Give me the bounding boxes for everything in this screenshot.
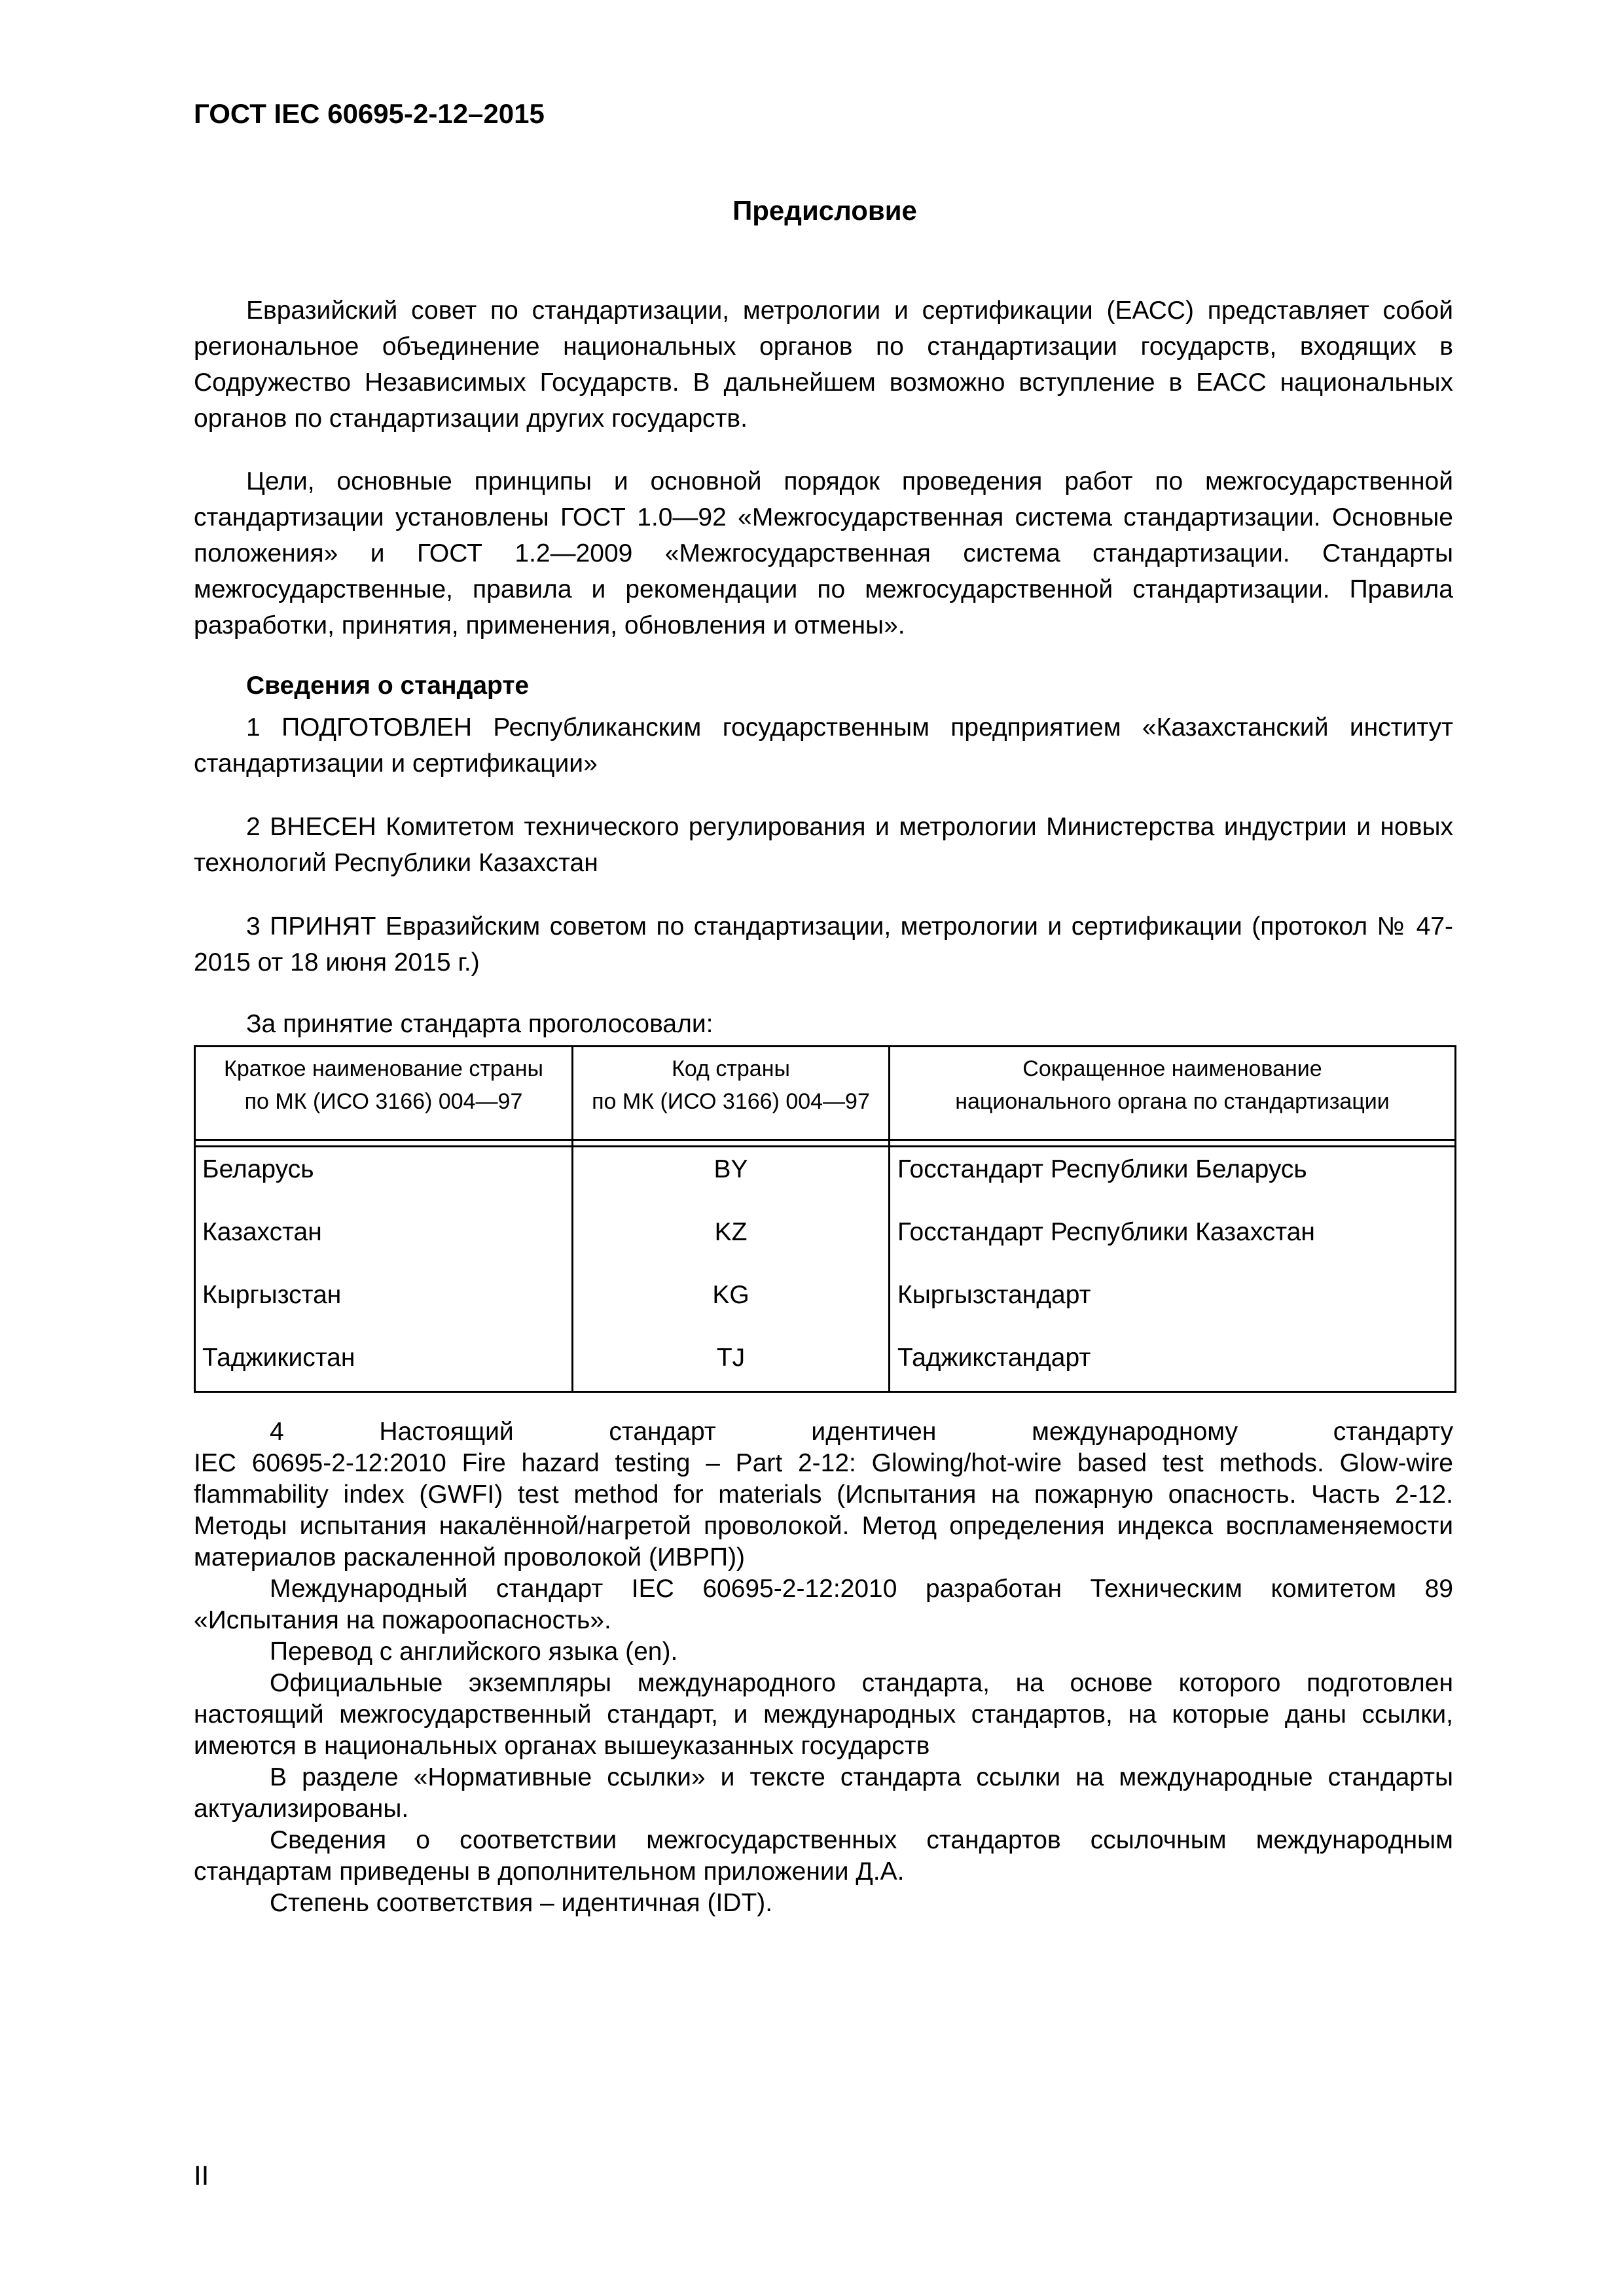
table-cell-code: TJ <box>716 1344 746 1372</box>
table-cell-code: KZ <box>714 1218 748 1246</box>
item-4-paragraph: Перевод с английского языка (en). <box>270 1638 678 1666</box>
item-4-text: IEC 60695-2-12:2010 Fire hazard testing – Part 2-12: Glowing/hot-wire based test methods. Glow-wire flammability index (GWFI) test method for materials (Испытания на пожарную опасность. Часть 2-12. Методы испытания накалённой/нагретой проволокой. Метод определения индекса воспламеняемости материалов раскаленной проволокой (ИВРП)) <box>194 1449 1453 1571</box>
page-title: Предисловие <box>732 195 917 226</box>
voting-countries-table <box>194 1045 1456 1393</box>
vote-intro: За принятие стандарта проголосовали: <box>246 1010 713 1038</box>
item-3: 3 ПРИНЯТ Евразийским советом по стандартизации, метрологии и сертификации (протокол № 47-2015 от 18 июня 2015 г.) <box>194 912 1453 977</box>
table-cell-body: Таджикстандарт <box>897 1344 1091 1372</box>
table-cell-body: Госстандарт Республики Казахстан <box>897 1218 1315 1246</box>
item-2: 2 ВНЕСЕН Комитетом технического регулирования и метрологии Министерства индустрии и новых технологий Республики Казахстан <box>194 813 1453 877</box>
table-header-separator <box>196 1145 1454 1147</box>
item-1: 1 ПОДГОТОВЛЕН Республиканским государственным предприятием «Казахстанский институт стандартизации и сертификации» <box>194 713 1453 778</box>
item-4-paragraph: Официальные экземпляры международного стандарта, на основе которого подготовлен настоящий межгосударственный стандарт, и международных стандартов, на которые даны ссылки, имеются в национальных органах вышеуказанных государств <box>194 1669 1453 1760</box>
info-heading: Сведения о стандарте <box>246 672 530 700</box>
table-header-separator <box>196 1139 1454 1141</box>
item-4 <box>194 1416 1453 1919</box>
table-header-code: Код страны по МК (ИСО 3166) 004—97 <box>592 1056 870 1114</box>
table-header-body: Сокращенное наименование национального органа по стандартизации <box>955 1056 1390 1114</box>
table-cell-body: Госстандарт Республики Беларусь <box>897 1155 1307 1183</box>
table-cell-country: Беларусь <box>202 1155 314 1183</box>
table-header-country: Краткое наименование страны по МК (ИСО 3166) 004—97 <box>224 1056 543 1114</box>
item-4-lead: 4 Настоящий стандарт идентичен международному стандарту <box>270 1418 1453 1446</box>
item-4-paragraph: Международный стандарт IEC 60695-2-12:2010 разработан Техническим комитетом 89 «Испытания на пожароопасность». <box>194 1575 1453 1634</box>
table-cell-code: KG <box>712 1281 749 1309</box>
item-4-paragraph: В разделе «Нормативные ссылки» и тексте стандарта ссылки на международные стандарты актуализированы. <box>194 1763 1453 1823</box>
item-4-paragraph: Степень соответствия – идентичная (IDT). <box>270 1889 773 1917</box>
page-number: II <box>194 2160 209 2191</box>
table-cell-country: Кыргызстан <box>202 1281 342 1309</box>
table-cell-body: Кыргызстандарт <box>897 1281 1091 1309</box>
item-4-paragraph: Сведения о соответствии межгосударственных стандартов ссылочным международным стандартам приведены в дополнительном приложении Д.А. <box>194 1826 1453 1886</box>
intro-paragraph-1: Евразийский совет по стандартизации, метрологии и сертификации (ЕАСС) представляет собой региональное объединение национальных органов по стандартизации государств, входящих в Содружество Независимых Государств. В дальнейшем возможно вступление в ЕАСС национальных органов по стандартизации других государств. <box>194 296 1453 433</box>
standard-code-header: ГОСТ IEC 60695-2-12–2015 <box>194 98 545 129</box>
table-cell-country: Таджикистан <box>202 1344 355 1372</box>
intro-paragraph-2: Цели, основные принципы и основной порядок проведения работ по межгосударственной стандартизации установлены ГОСТ 1.0—92 «Межгосударственная система стандартизации. Основные положения» и ГОСТ 1.2—2009 «Межгосударственная система стандартизации. Стандарты межгосударственные, правила и рекомендации по межгосударственной стандартизации. Правила разработки, принятия, применения, обновления и отмены». <box>194 467 1453 639</box>
table-cell-code: BY <box>713 1155 748 1183</box>
table-cell-country: Казахстан <box>202 1218 322 1246</box>
